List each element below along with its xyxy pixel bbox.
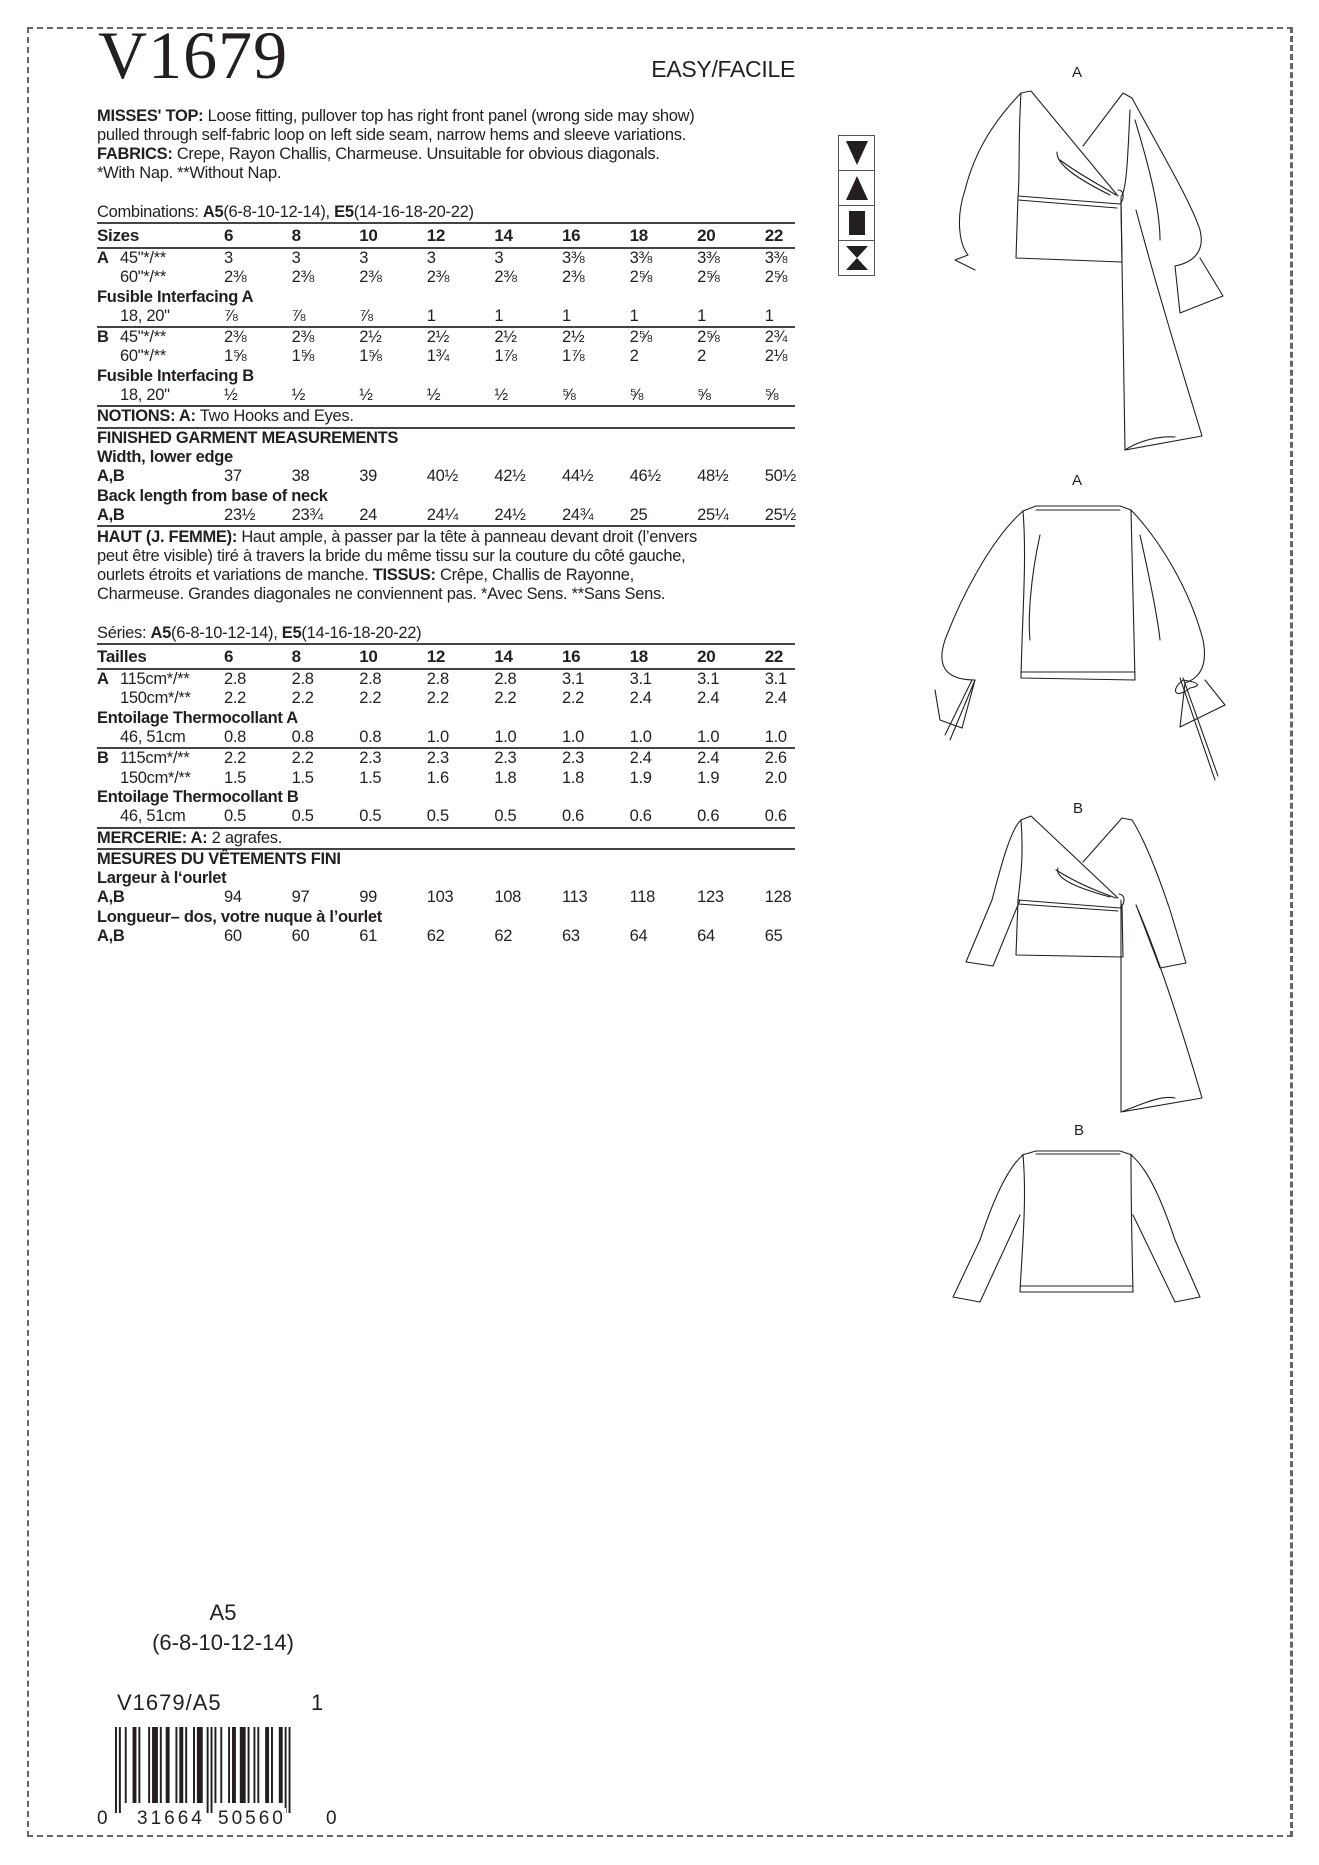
table-row: A 115cm*/** 2.8 2.8 2.8 2.8 2.8 3.1 3.1 3.1 3.1 <box>97 670 795 689</box>
table-row: 46, 51cm 0.8 0.8 0.8 1.0 1.0 1.0 1.0 1.0 1.0 <box>97 728 795 747</box>
table-cell: 1.9 <box>697 768 720 787</box>
table-cell: 2 <box>697 347 707 366</box>
table-cell: 0.8 <box>224 728 247 747</box>
table-cell: 2.8 <box>494 670 517 689</box>
barcode-bar <box>271 1727 273 1803</box>
table-cell: 1 <box>426 306 436 325</box>
view-b-back-illustration <box>953 1151 1200 1302</box>
barcode-bar <box>257 1727 259 1803</box>
text: Haut ample, à passer par la tête à panneau devant droit (l’envers <box>237 528 697 547</box>
table-cell: 2.3 <box>359 749 382 768</box>
barcode-digits: 31664 <box>137 1808 205 1829</box>
table-cell: 1 <box>494 306 504 325</box>
table-cell: 2⅜ <box>426 268 450 287</box>
table-cell: 24½ <box>494 505 526 524</box>
barcode-bar <box>240 1727 246 1803</box>
table-cell: ½ <box>291 386 306 405</box>
table-cell: 25 <box>629 505 648 524</box>
barcode-bar <box>279 1727 283 1803</box>
table-cell: 10 <box>359 647 378 667</box>
table-row: A,B 60 60 61 62 62 63 64 64 65 <box>97 927 795 946</box>
table-cell: 113 <box>561 888 588 907</box>
table-cell: ½ <box>494 386 508 405</box>
table-cell: 60 <box>291 927 310 946</box>
barcode-bar <box>133 1727 137 1803</box>
row-heading: Fusible Interfacing B <box>97 366 254 385</box>
table-cell: 10 <box>359 226 378 245</box>
table-cell: 2.2 <box>359 689 382 708</box>
combinations-line: Combinations: A5(6-8-10-12-14), E5(14-16-18-20-22) <box>97 203 474 221</box>
table-cell: 1.0 <box>629 728 652 747</box>
barcode-bar <box>138 1727 140 1803</box>
table-cell: 2.8 <box>224 670 247 689</box>
table-cell: 60 <box>224 927 242 946</box>
table-cell: 16 <box>561 226 581 245</box>
table-cell: 3⅜ <box>697 249 720 267</box>
table-cell: ⅝ <box>561 386 576 405</box>
table-cell: 3 <box>224 249 233 267</box>
table-row: 18, 20" ½ ½ ½ ½ ½ ⅝ ⅝ ⅝ ⅝ <box>97 386 795 405</box>
table-cell: 40½ <box>426 467 458 486</box>
table-cell: 1.8 <box>494 768 517 787</box>
table-cell: 1⅝ <box>359 347 382 366</box>
table-row: 60"*/** 1⅝ 1⅝ 1⅝ 1¾ 1⅞ 1⅞ 2 2 2⅛ <box>97 347 795 366</box>
text: ourlets étroits et variations de manche. <box>97 566 373 585</box>
table-cell: ⅞ <box>359 306 373 325</box>
table-cell: 0.5 <box>359 807 382 826</box>
table-cell: 0.5 <box>291 807 314 826</box>
view-label-b-front: B <box>1072 800 1083 817</box>
table-cell: 22 <box>764 647 784 667</box>
table-cell: 2.2 <box>291 749 314 768</box>
table-cell: 50½ <box>764 467 796 486</box>
pattern-number: V1679 <box>98 17 289 93</box>
table-cell: 108 <box>494 888 522 907</box>
barcode-digit: 0 <box>326 1808 340 1829</box>
table-cell: 3 <box>494 249 504 267</box>
barcode-bar <box>214 1727 216 1803</box>
stock-number: 1 <box>311 1690 324 1715</box>
text: Loose fitting, pullover top has right front panel (wrong side may show) <box>203 107 695 125</box>
table-cell: ⅞ <box>224 306 238 325</box>
table-cell: 3 <box>291 249 301 267</box>
bold-label: FABRICS: <box>97 145 173 163</box>
table-cell: 1⅝ <box>291 347 314 366</box>
finished-measurements-heading: MESURES DU VÊTEMENTS FINI <box>97 848 795 869</box>
barcode-bar <box>119 1727 121 1813</box>
table-cell: 0.8 <box>359 728 382 747</box>
table-cell: 24¾ <box>561 505 594 524</box>
table-cell: 2.2 <box>561 689 585 708</box>
table-row: B 45"*/** 2⅜ 2⅜ 2½ 2½ 2½ 2½ 2⅝ 2⅝ 2¾ <box>97 326 795 347</box>
row-heading: Largeur à l‘ourlet <box>97 869 227 888</box>
table-row: 150cm*/** 2.2 2.2 2.2 2.2 2.2 2.2 2.4 2.4 2.4 <box>97 689 795 708</box>
table-cell: 12 <box>426 226 446 245</box>
table-cell: 2 <box>629 347 639 366</box>
table-cell: 64 <box>629 927 648 946</box>
table-cell: 25¼ <box>697 505 729 524</box>
table-cell: 1.6 <box>426 768 449 787</box>
table-cell: 3.1 <box>629 670 652 689</box>
barcode-bar <box>285 1727 287 1813</box>
row-heading: Entoilage Thermocollant B <box>97 787 299 806</box>
view-b-front-illustration <box>966 816 1202 1112</box>
table-cell: 1¾ <box>426 347 450 366</box>
table-cell: ½ <box>359 386 373 405</box>
barcode-bar <box>160 1727 162 1803</box>
table-cell: 2.4 <box>697 689 720 708</box>
table-cell: 1 <box>561 306 571 325</box>
table-cell: 63 <box>561 927 580 946</box>
table-cell: 2.3 <box>494 749 517 768</box>
table-cell: 1.0 <box>697 728 720 747</box>
table-cell: 2.2 <box>224 749 247 768</box>
table-cell: 1.5 <box>224 768 247 787</box>
barcode-bar <box>193 1727 195 1803</box>
notions-line: MERCERIE: A: 2 agrafes. <box>97 827 795 848</box>
table-cell: 1.5 <box>359 768 382 787</box>
table-cell: 2.2 <box>494 689 517 708</box>
table-cell: 1.0 <box>561 728 585 747</box>
table-cell: 39 <box>359 467 377 486</box>
table-cell: 2⅝ <box>697 328 720 347</box>
table-cell: 64 <box>697 927 715 946</box>
barcode-bar <box>148 1727 150 1803</box>
barcode-bar <box>253 1727 255 1803</box>
table-cell: 1.0 <box>764 728 787 747</box>
table-cell: 1⅞ <box>494 347 517 366</box>
text: pulled through self-fabric loop on left side seam, narrow hems and sleeve variations. <box>97 126 686 144</box>
table-cell: 97 <box>291 888 310 907</box>
size-code: A5 <box>209 1600 237 1625</box>
table-cell: ⅝ <box>629 386 644 405</box>
sizes-header-row: Sizes 6 8 10 12 14 16 18 20 22 <box>97 222 795 249</box>
barcode <box>115 1727 315 1813</box>
barcode-bar <box>228 1727 230 1803</box>
finished-measurements-heading: FINISHED GARMENT MEASUREMENTS <box>97 427 795 448</box>
table-cell: 23¾ <box>291 505 323 524</box>
table-cell: 2⅝ <box>764 268 788 287</box>
table-cell: 61 <box>359 927 377 946</box>
table-cell: 3⅜ <box>561 249 585 267</box>
series-line: Séries: A5(6-8-10-12-14), E5(14-16-18-20-22) <box>97 624 422 643</box>
view-label-a-front: A <box>1071 64 1082 81</box>
barcode-bar <box>179 1727 183 1803</box>
bold-label: TISSUS: <box>372 566 436 585</box>
table-cell: 0.6 <box>764 807 787 826</box>
barcode-bar <box>289 1727 291 1813</box>
barcode-digits: 50560 <box>218 1808 286 1829</box>
table-cell: 2⅝ <box>629 328 652 347</box>
table-cell: 0.5 <box>224 807 247 826</box>
table-cell: 2.4 <box>629 749 652 768</box>
table-cell: 2.2 <box>426 689 449 708</box>
barcode-bar <box>207 1727 209 1813</box>
table-cell: 118 <box>629 888 655 907</box>
table-cell: ½ <box>426 386 441 405</box>
table-cell: 2½ <box>359 328 382 347</box>
table-cell: 0.6 <box>629 807 652 826</box>
table-cell: 2.8 <box>359 670 382 689</box>
table-cell: 8 <box>291 647 301 667</box>
notions-line: NOTIONS: A: Two Hooks and Eyes. <box>97 405 795 426</box>
table-cell: ⅝ <box>764 386 779 405</box>
barcode-bar <box>265 1727 269 1803</box>
table-cell: 22 <box>764 226 784 245</box>
table-cell: 2½ <box>561 328 585 347</box>
table-cell: 99 <box>359 888 377 907</box>
table-cell: 2.3 <box>561 749 585 768</box>
table-cell: 18 <box>629 226 648 245</box>
sizes-header-row: Tailles 6 8 10 12 14 16 18 20 22 <box>97 643 795 670</box>
table-cell: 2⅜ <box>224 328 247 347</box>
table-cell: 42½ <box>494 467 526 486</box>
table-cell: 2.4 <box>629 689 652 708</box>
table-cell: 1 <box>764 306 774 325</box>
table-cell: 2.0 <box>764 768 787 787</box>
table-cell: 38 <box>291 467 310 486</box>
table-cell: ⅝ <box>697 386 711 405</box>
table-row: 150cm*/** 1.5 1.5 1.5 1.6 1.8 1.8 1.9 1.9 2.0 <box>97 769 795 788</box>
table-cell: 37 <box>224 467 242 486</box>
barcode-bar <box>211 1727 213 1813</box>
table-cell: 2⅜ <box>561 268 585 287</box>
table-cell: 3.1 <box>561 670 585 689</box>
table-row: B 115cm*/** 2.2 2.2 2.3 2.3 2.3 2.3 2.4 2.4 2.6 <box>97 747 795 768</box>
table-cell: 24 <box>359 505 377 524</box>
table-cell: 0.5 <box>426 807 449 826</box>
text: Charmeuse. Grandes diagonales ne conviennent pas. *Avec Sens. **Sans Sens. <box>97 585 666 604</box>
table-cell: 2⅜ <box>291 268 314 287</box>
table-cell: 16 <box>561 647 581 667</box>
table-cell: 2⅜ <box>224 268 247 287</box>
table-cell: 2½ <box>494 328 517 347</box>
table-cell: 2.8 <box>291 670 314 689</box>
table-cell: 14 <box>494 647 513 667</box>
table-cell: 2.6 <box>764 749 787 768</box>
table-row: A,B 37 38 39 40½ 42½ 44½ 46½ 48½ 50½ <box>97 467 796 486</box>
table-cell: 1 <box>629 306 639 325</box>
table-cell: 23½ <box>224 505 256 524</box>
barcode-bar <box>125 1727 127 1803</box>
table-cell: 2⅝ <box>629 268 652 287</box>
table-cell: 20 <box>697 226 716 245</box>
table-row: 18, 20" ⅞ ⅞ ⅞ 1 1 1 1 1 1 <box>97 307 795 326</box>
table-cell: 8 <box>291 226 301 245</box>
table-cell: 2⅜ <box>291 328 314 347</box>
table-row: A,B 94 97 99 103 108 113 118 123 128 <box>97 888 795 907</box>
row-heading: Entoilage Thermocollant A <box>97 708 298 727</box>
barcode-bar <box>115 1727 117 1813</box>
row-heading: Fusible Interfacing A <box>97 287 254 306</box>
table-cell: 46½ <box>629 467 661 486</box>
barcode-bar <box>185 1727 187 1803</box>
row-heading: Width, lower edge <box>97 447 233 466</box>
table-row: 60"*/** 2⅜ 2⅜ 2⅜ 2⅜ 2⅜ 2⅜ 2⅝ 2⅝ 2⅝ <box>97 268 795 287</box>
table-cell: 1.9 <box>629 768 652 787</box>
bold-label: HAUT (J. FEMME): <box>97 528 238 547</box>
barcode-bar <box>232 1727 236 1803</box>
table-cell: 2.4 <box>764 689 787 708</box>
barcode-bar <box>220 1727 222 1803</box>
table-cell: 128 <box>764 888 792 907</box>
table-cell: 1⅞ <box>561 347 585 366</box>
table-cell: 20 <box>697 647 716 667</box>
table-cell: 2.2 <box>224 689 247 708</box>
table-cell: 123 <box>697 888 724 907</box>
barcode-bar <box>166 1727 170 1803</box>
table-cell: 3⅜ <box>629 249 652 267</box>
table-cell: 2⅜ <box>359 268 382 287</box>
view-label-a-back: A <box>1071 472 1082 489</box>
table-row: A 45"*/** 3 3 3 3 3 3⅜ 3⅜ 3⅜ 3⅜ <box>97 249 795 268</box>
row-heading: Longueur– dos, votre nuque à l’ourlet <box>97 907 383 926</box>
text: *With Nap. **Without Nap. <box>97 164 282 182</box>
table-cell: 18 <box>629 647 648 667</box>
table-cell: 14 <box>494 226 513 245</box>
table-cell: 24¼ <box>426 505 458 524</box>
view-a-back-illustration <box>935 506 1225 780</box>
table-cell: 1 <box>697 306 707 325</box>
text: Crepe, Rayon Challis, Charmeuse. Unsuitable for obvious diagonals. <box>172 145 660 163</box>
stock-code: V1679/A5 <box>117 1690 222 1715</box>
table-cell: 2⅛ <box>764 347 788 366</box>
difficulty-label: EASY/FACILE <box>651 56 795 82</box>
bold-label: MISSES' TOP: <box>97 107 204 125</box>
text: Crêpe, Challis de Rayonne, <box>435 566 634 585</box>
table-cell: 3⅜ <box>764 249 788 267</box>
table-cell: 3 <box>359 249 369 267</box>
table-cell: 0.8 <box>291 728 314 747</box>
table-row: 46, 51cm 0.5 0.5 0.5 0.5 0.5 0.6 0.6 0.6 0.6 <box>97 807 795 826</box>
table-cell: 62 <box>494 927 513 946</box>
table-cell: 62 <box>426 927 445 946</box>
barcode-bar <box>175 1727 177 1803</box>
table-cell: 2.8 <box>426 670 449 689</box>
table-cell: 25½ <box>764 505 796 524</box>
table-cell: ½ <box>224 386 238 405</box>
table-cell: 2⅝ <box>697 268 720 287</box>
table-row: A,B 23½ 23¾ 24 24¼ 24½ 24¾ 25 25¼ 25½ <box>97 505 796 524</box>
table-cell: 44½ <box>561 467 594 486</box>
view-a-front-illustration <box>955 91 1223 450</box>
table-cell: 0.6 <box>561 807 585 826</box>
table-cell: ⅞ <box>291 306 306 325</box>
table-cell: 2.4 <box>697 749 720 768</box>
view-label-b-back: B <box>1073 1122 1084 1139</box>
table-cell: 6 <box>224 226 234 245</box>
table-cell: 0.5 <box>494 807 517 826</box>
table-cell: 1.5 <box>291 768 314 787</box>
barcode-bar <box>197 1727 203 1803</box>
text: peut être visible) tiré à travers la bride du même tissu sur la couture du côté gauche, <box>97 547 686 566</box>
table-cell: 3 <box>426 249 436 267</box>
table-cell: 3.1 <box>764 670 787 689</box>
table-cell: 94 <box>224 888 242 907</box>
table-cell: 2½ <box>426 328 450 347</box>
table-cell: 103 <box>426 888 454 907</box>
table-cell: 2¾ <box>764 328 788 347</box>
table-cell: 1.0 <box>426 728 449 747</box>
size-range: (6-8-10-12-14) <box>152 1630 294 1655</box>
barcode-bar <box>248 1727 250 1803</box>
table-cell: 2.2 <box>291 689 314 708</box>
row-heading: Back length from base of neck <box>97 486 328 505</box>
table-cell: 1.0 <box>494 728 517 747</box>
table-cell: 1⅝ <box>224 347 247 366</box>
table-cell: 12 <box>426 647 446 667</box>
table-cell: 0.6 <box>697 807 720 826</box>
table-cell: 6 <box>224 647 234 667</box>
barcode-digit: 0 <box>97 1808 111 1829</box>
table-cell: 2.3 <box>426 749 449 768</box>
barcode-bar <box>152 1727 158 1803</box>
table-cell: 3.1 <box>697 670 720 689</box>
table-cell: 1.8 <box>561 768 585 787</box>
table-cell: 48½ <box>697 467 729 486</box>
table-cell: 65 <box>764 927 783 946</box>
table-cell: 2⅜ <box>494 268 517 287</box>
